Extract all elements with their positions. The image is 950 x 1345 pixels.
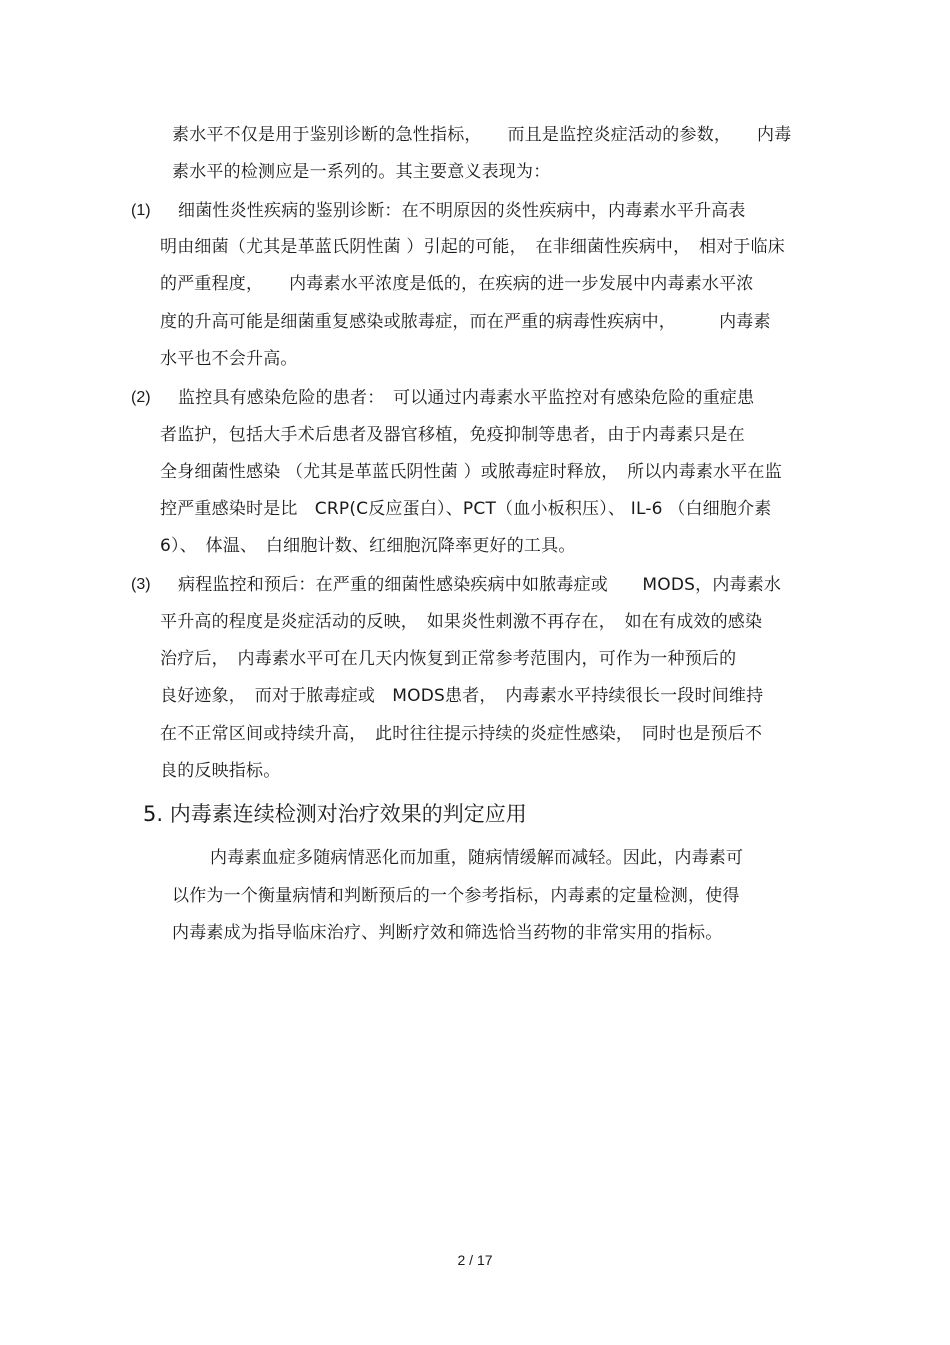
item-1-number: (1): [131, 202, 151, 219]
item-1-line-1: 细菌性炎性疾病的鉴别诊断：在不明原因的炎性疾病中，内毒素水平升高表: [178, 201, 746, 221]
item-1-line-2: 明由细菌（尤其是革蓝氏阴性菌 ）引起的可能， 在非细菌性疾病中， 相对于临床: [160, 237, 786, 257]
item-3-line-6: 良的反映指标。: [160, 761, 281, 781]
section-5-line-1: 内毒素血症多随病情恶化而加重，随病情缓解而减轻。因此，内毒素可: [210, 848, 744, 868]
section-5-line-3: 内毒素成为指导临床治疗、判断疗效和筛选恰当药物的非常实用的指标。: [172, 923, 723, 943]
item-3-number: (3): [131, 576, 151, 593]
page-number: 2 / 17: [457, 1252, 493, 1268]
intro-line-2: 素水平的检测应是一系列的。其主要意义表现为：: [172, 162, 551, 182]
item-1-line-3: 的严重程度， 内毒素水平浓度是低的，在疾病的进一步发展中内毒素水平浓: [160, 274, 754, 294]
item-3-line-1: 病程监控和预后：在严重的细菌性感染疾病中如脓毒症或 MODS，内毒素水: [178, 575, 782, 595]
item-1-line-4: 度的升高可能是细菌重复感染或脓毒症，而在严重的病毒性疾病中， 内毒素: [160, 312, 771, 332]
item-3-line-2: 平升高的程度是炎症活动的反映， 如果炎性刺激不再存在， 如在有成效的感染: [160, 612, 763, 632]
section-5-line-2: 以作为一个衡量病情和判断预后的一个参考指标，内毒素的定量检测，使得: [172, 886, 740, 906]
item-3-line-5: 在不正常区间或持续升高， 此时往往提示持续的炎症性感染， 同时也是预后不: [160, 724, 763, 744]
item-3-line-3: 治疗后， 内毒素水平可在几天内恢复到正常参考范围内，可作为一种预后的: [160, 649, 737, 669]
item-2-line-4: 控严重感染时是比 CRP(C反应蛋白）、PCT（血小板积压）、 IL-6 （白细胞介素: [160, 499, 772, 519]
item-2-line-3: 全身细菌性感染 （尤其是革蓝氏阴性菌 ）或脓毒症时释放， 所以内毒素水平在监: [160, 462, 782, 482]
item-1-line-5: 水平也不会升高。: [160, 349, 298, 369]
item-2-line-2: 者监护，包括大手术后患者及器官移植，免疫抑制等患者，由于内毒素只是在: [160, 425, 745, 445]
item-2-line-1: 监控具有感染危险的患者： 可以通过内毒素水平监控对有感染危险的重症患: [178, 388, 755, 408]
item-3-line-4: 良好迹象， 而对于脓毒症或 MODS患者， 内毒素水平持续很长一段时间维持: [160, 686, 764, 706]
section-5-heading: 5. 内毒素连续检测对治疗效果的判定应用: [143, 802, 527, 826]
item-2-line-5: 6）、 体温、 白细胞计数、红细胞沉降率更好的工具。: [160, 536, 576, 556]
item-2-number: (2): [131, 389, 151, 406]
intro-line-1: 素水平不仅是用于鉴别诊断的急性指标， 而且是监控炎症活动的参数， 内毒: [172, 125, 792, 145]
